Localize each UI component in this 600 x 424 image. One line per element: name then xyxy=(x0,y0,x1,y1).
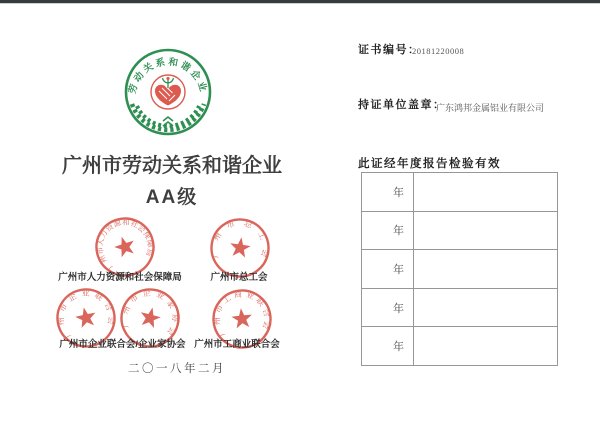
year-cell: 年 xyxy=(362,289,414,327)
blank-cell xyxy=(414,327,557,365)
table-row xyxy=(362,288,557,327)
harmony-emblem-icon xyxy=(123,47,213,137)
annual-validity-title: 此证经年度报告检验有效 xyxy=(358,158,501,170)
star-icon xyxy=(74,305,98,328)
star-icon xyxy=(138,305,163,329)
cert-number-label: 证书编号： xyxy=(358,44,421,56)
svg-text:广州市企业联合会: 广州市企业联合会 xyxy=(56,288,117,341)
certificate-title: 广州市劳动关系和谐企业 xyxy=(62,155,282,177)
cert-number-value: 20181220008 xyxy=(412,46,465,56)
issuer-label-enterprise: 广州市企业联合会/企业家协会 xyxy=(59,339,186,350)
blank-cell xyxy=(414,250,557,288)
year-cell: 年 xyxy=(362,173,414,211)
table-row xyxy=(362,326,557,365)
scan-edge-shadow xyxy=(0,3,600,4)
table-row xyxy=(362,211,557,250)
issuer-label-hrss: 广州市人力资源和社会保障局 xyxy=(58,272,182,283)
table-row xyxy=(362,173,557,211)
star-icon xyxy=(229,236,252,258)
blank-cell xyxy=(414,173,557,211)
annual-check-table xyxy=(361,172,558,366)
holder-stamp-label: 持证单位盖章： xyxy=(358,99,446,111)
grade-title: AA级 xyxy=(145,187,199,208)
holder-company-name: 广东鸿邦金属铝业有限公司 xyxy=(436,103,545,113)
blank-cell xyxy=(414,212,557,250)
svg-text:广州市总工会: 广州市总工会 xyxy=(209,217,271,267)
year-cell: 年 xyxy=(362,250,414,288)
star-icon xyxy=(231,307,253,329)
star-icon xyxy=(112,234,138,259)
year-cell: 年 xyxy=(362,327,414,365)
svg-text:广州市人力资源和社会保障局: 广州市人力资源和社会保障局 xyxy=(95,217,155,272)
issue-date: 二〇一八年二月 xyxy=(128,363,226,375)
svg-text:广州市企业家协会: 广州市企业家协会 xyxy=(119,288,180,341)
emblem-arc-text: 劳动关系和谐企业 xyxy=(127,56,209,96)
table-row xyxy=(362,249,557,288)
issuer-label-union: 广州市总工会 xyxy=(210,272,268,283)
issuer-label-commerce: 广州市工商业联合会 xyxy=(194,339,280,350)
year-cell: 年 xyxy=(362,212,414,250)
blank-cell xyxy=(414,289,557,327)
svg-text:广州市工商业联合会: 广州市工商业联合会 xyxy=(212,289,273,339)
